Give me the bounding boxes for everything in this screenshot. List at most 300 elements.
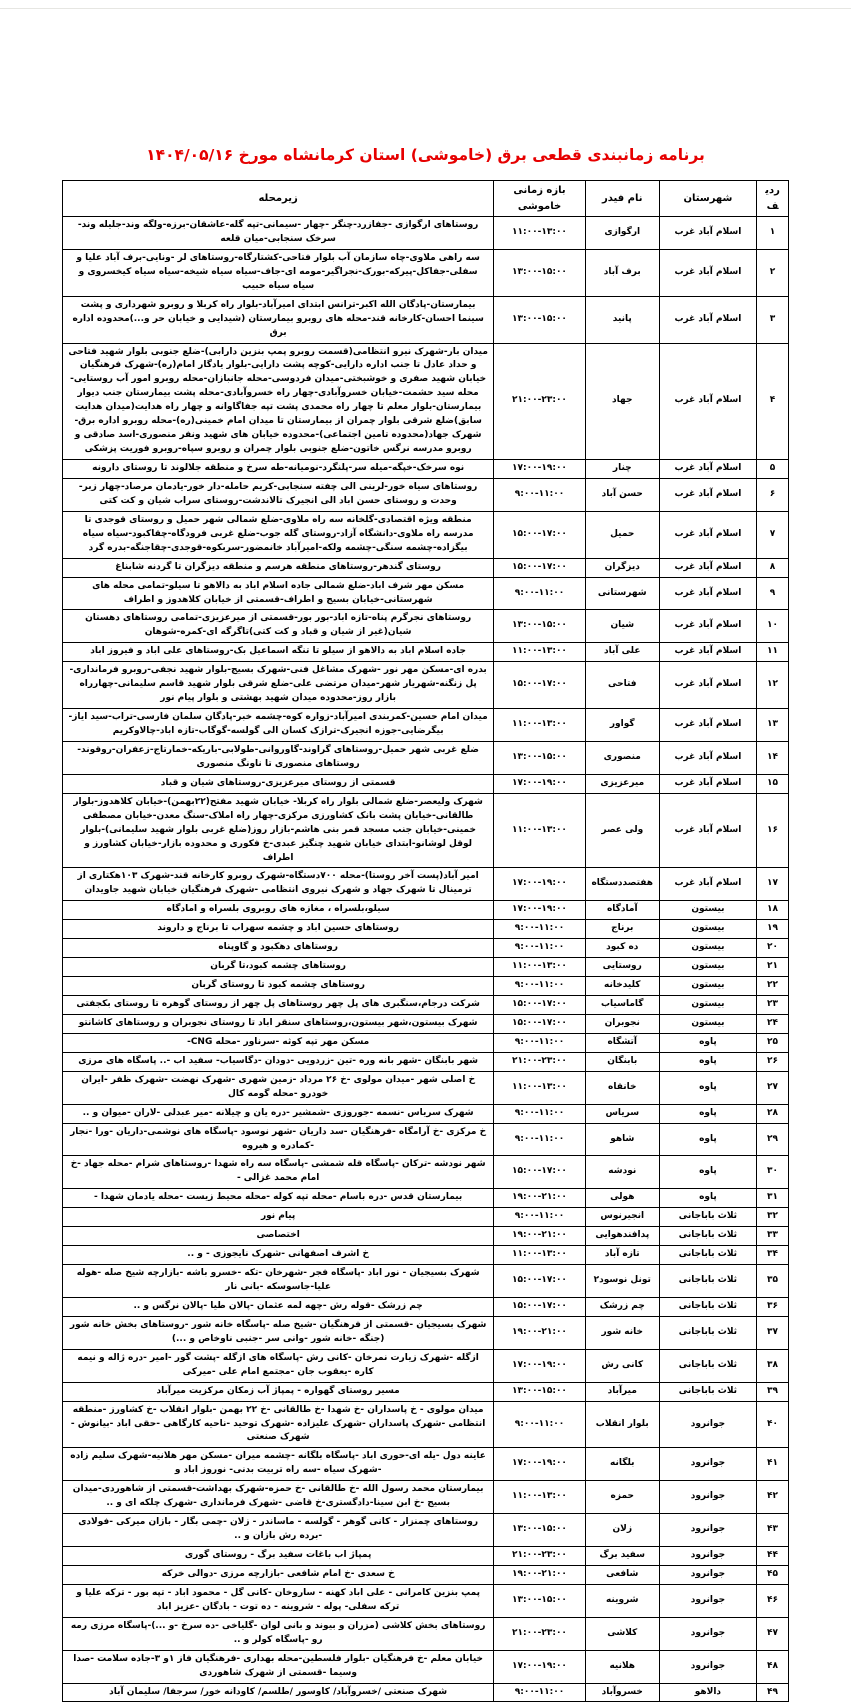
cell-time: ۱۱:۰۰-۱۳:۰۰	[494, 793, 585, 868]
cell-row-number: ۴	[757, 343, 789, 460]
cell-county: اسلام آباد غرب	[659, 577, 756, 610]
cell-county: اسلام آباد غرب	[659, 296, 756, 343]
cell-county: جوانرود	[659, 1547, 756, 1566]
cell-time: ۱۵:۰۰-۱۷:۰۰	[494, 1265, 585, 1298]
table-row	[63, 996, 789, 1015]
cell-time: ۱۵:۰۰-۱۷:۰۰	[494, 1297, 585, 1316]
cell-feeder: بابنگان	[585, 1052, 659, 1071]
table-row	[63, 1617, 789, 1650]
cell-feeder: روستایی	[585, 958, 659, 977]
cell-time: ۱۵:۰۰-۱۷:۰۰	[494, 662, 585, 709]
cell-county: ثلاث باباجانی	[659, 1265, 756, 1298]
cell-area: پمپاژ اب باغات سفید برگ - روستای گوری	[63, 1547, 494, 1566]
cell-feeder: بلگانه	[585, 1448, 659, 1481]
table-body	[63, 217, 789, 1702]
table-row	[63, 1052, 789, 1071]
table-row	[63, 1246, 789, 1265]
cell-feeder: بلوار انقلاب	[585, 1401, 659, 1448]
cell-feeder: تونل نوسود۲	[585, 1265, 659, 1298]
cell-time: ۲۱:۰۰-۲۳:۰۰	[494, 1617, 585, 1650]
cell-county: اسلام آباد غرب	[659, 343, 756, 460]
table-row	[63, 1033, 789, 1052]
cell-feeder: چنار	[585, 460, 659, 479]
cell-area: روستاهای بخش کلاشی (مزران و بیوند و بانی لوان -گلیاخی -ده سرخ -و ...)-پاسگاه مرزی رمه رو -پاسگاه کولر و ..	[63, 1617, 494, 1650]
cell-area: شهرک بسیجیان -قسمتی از فرهنگیان -شیخ صله -پاسگاه خانه شور -روستاهای بخش خانه شور (جنگه -خانه شور -وانی سر -جنبی ناوخاص و ...)	[63, 1316, 494, 1349]
cell-row-number: ۳	[757, 296, 789, 343]
cell-feeder: زلان	[585, 1514, 659, 1547]
cell-county: پاوه	[659, 1156, 756, 1189]
cell-area: شهرک صنعتی /خسروآباد/ کاوسور /طلسم/ کاودانه خور/ سرجفا/ سلیمان آباد	[63, 1683, 494, 1702]
cell-county: جوانرود	[659, 1481, 756, 1514]
cell-area: بیمارستان محمد رسول الله -خ طالقانی -خ حمزه-شهرک بهداشت-قسمتی از شاهوردی-میدان بسیج -خ ابن سینا-دادگستری-خ قاضی -شهرک فرمانداری -شهرک چلکه ای و ..	[63, 1481, 494, 1514]
cell-area: روستاهای سیاه خور-لرینی الی چفته سنجابی-کریم حامله-دار خور-یادمان مرصاد-چهار زبر-وحدت و روستای حسن اباد الی انجیرک تالاندشت-روستای سراب شیان و کت کتی	[63, 478, 494, 511]
table-row	[63, 1104, 789, 1123]
cell-area: مسیر روستای گهواره - پمپاژ آب زمکان مرکزیت میرآباد	[63, 1382, 494, 1401]
table-row	[63, 793, 789, 868]
table-row	[63, 1316, 789, 1349]
cell-row-number: ۳۵	[757, 1265, 789, 1298]
cell-feeder: خانقاه	[585, 1071, 659, 1104]
cell-county: ثلاث باباجانی	[659, 1227, 756, 1246]
cell-feeder: سریاس	[585, 1104, 659, 1123]
cell-area: شرکت درجام،سنگبری های پل چهر روستاهای پل چهر از روستای گوهره تا روستای بکجفتی	[63, 996, 494, 1015]
cell-feeder: سفید برگ	[585, 1547, 659, 1566]
cell-feeder: میرعزیزی	[585, 774, 659, 793]
table-row	[63, 1297, 789, 1316]
cell-county: اسلام آباد غرب	[659, 868, 756, 901]
table-row	[63, 1014, 789, 1033]
cell-time: ۹:۰۰-۱۱:۰۰	[494, 1401, 585, 1448]
cell-feeder: جهاد	[585, 343, 659, 460]
cell-time: ۱۷:۰۰-۱۹:۰۰	[494, 868, 585, 901]
cell-time: ۹:۰۰-۱۱:۰۰	[494, 939, 585, 958]
table-row	[63, 1514, 789, 1547]
table-row	[63, 296, 789, 343]
cell-row-number: ۴۹	[757, 1683, 789, 1702]
cell-time: ۱۳:۰۰-۱۵:۰۰	[494, 610, 585, 643]
cell-area: بیمارستان-پادگان الله اکبر-ترانس ابتدای امیرآباد-بلوار راه کربلا و روبرو شهرداری و پشت سینما احسان-کارخانه قند-محله های روبرو بیمارستان (شیدایی و خیابان حر و...)محدوده اداره برق	[63, 296, 494, 343]
cell-county: اسلام آباد غرب	[659, 478, 756, 511]
table-row	[63, 1071, 789, 1104]
cell-area: روستاهای چشمه کبود تا روستای گربان	[63, 977, 494, 996]
cell-area: شهر نودشه -ترکان -پاسگاه قله شمشی -پاسگاه سه راه شهدا -روستاهای شرام -محله جهاد -خ امام محمد غزالی -	[63, 1156, 494, 1189]
cell-row-number: ۲۴	[757, 1014, 789, 1033]
page-top-edge	[0, 8, 851, 9]
table-row	[63, 1481, 789, 1514]
cell-time: ۹:۰۰-۱۱:۰۰	[494, 920, 585, 939]
cell-feeder: ولی عصر	[585, 793, 659, 868]
cell-county: جوانرود	[659, 1584, 756, 1617]
cell-feeder: خانه شور	[585, 1316, 659, 1349]
cell-time: ۱۱:۰۰-۱۳:۰۰	[494, 217, 585, 250]
cell-feeder: کلیدخانه	[585, 977, 659, 996]
cell-row-number: ۱۳	[757, 709, 789, 742]
cell-time: ۱۱:۰۰-۱۳:۰۰	[494, 1071, 585, 1104]
cell-feeder: ارگوازی	[585, 217, 659, 250]
cell-time: ۱۷:۰۰-۱۹:۰۰	[494, 1650, 585, 1683]
cell-area: جاده اسلام اباد به دالاهو از سیلو تا تنگه اسماعیل بک-روستاهای علی اباد و فیروز اباد	[63, 643, 494, 662]
cell-county: پاوه	[659, 1071, 756, 1104]
cell-county: بیستون	[659, 977, 756, 996]
cell-feeder: کانی رش	[585, 1349, 659, 1382]
table-row	[63, 217, 789, 250]
cell-time: ۹:۰۰-۱۱:۰۰	[494, 1683, 585, 1702]
cell-time: ۹:۰۰-۱۱:۰۰	[494, 977, 585, 996]
cell-row-number: ۱	[757, 217, 789, 250]
cell-area: خیابان معلم -خ فرهنگیان -بلوار فلسطین-محله بهداری -فرهنگیان فاز ۱و ۳-جاده سلامت -صدا وسیما -قسمتی از شهرک شاهوردی	[63, 1650, 494, 1683]
cell-feeder: علی آباد	[585, 643, 659, 662]
cell-area: سیلو،بلسراه ، مغازه های روبروی بلسراه و امادگاه	[63, 901, 494, 920]
cell-area: خ اصلی شهر -میدان مولوی -خ ۲۶ مرداد -زمین شهری -شهرک نهضت -شهرک ظفر -ایران خودرو -محله گومه کال	[63, 1071, 494, 1104]
cell-row-number: ۱۷	[757, 868, 789, 901]
cell-row-number: ۳۶	[757, 1297, 789, 1316]
cell-row-number: ۳۹	[757, 1382, 789, 1401]
cell-feeder: دیزگران	[585, 558, 659, 577]
cell-area: شهرک سریاس -نسمه -جوروزی -شمشیر -دره یان و چیلانه -میر عبدلی -لاران -میوان و ..	[63, 1104, 494, 1123]
table-row	[63, 1349, 789, 1382]
cell-row-number: ۲۸	[757, 1104, 789, 1123]
cell-row-number: ۲۱	[757, 958, 789, 977]
cell-row-number: ۱۹	[757, 920, 789, 939]
table-row	[63, 1650, 789, 1683]
cell-time: ۹:۰۰-۱۱:۰۰	[494, 478, 585, 511]
cell-county: اسلام آباد غرب	[659, 558, 756, 577]
column-header-subarea: زیرمحله	[63, 181, 494, 217]
cell-county: بیستون	[659, 939, 756, 958]
cell-county: پاوه	[659, 1123, 756, 1156]
cell-area: میدان امام حسین-کمربندی امیرآباد-زواره کوه-چشمه خبر-پادگان سلمان فارسی-تراب-سید ایاز-بیگرضایی-جوزه انجیرک-ترازک کسان الی گولسه-گوگاب-تازه اباد-چالاوکریم	[63, 709, 494, 742]
cell-feeder: شروینه	[585, 1584, 659, 1617]
cell-row-number: ۱۰	[757, 610, 789, 643]
cell-row-number: ۲	[757, 249, 789, 296]
cell-time: ۱۹:۰۰-۲۱:۰۰	[494, 1316, 585, 1349]
table-row	[63, 343, 789, 460]
cell-county: ثلاث باباجانی	[659, 1382, 756, 1401]
cell-area: روستاهای دهکبود و گاوپناه	[63, 939, 494, 958]
cell-feeder: ده کبود	[585, 939, 659, 958]
cell-time: ۱۹:۰۰-۲۱:۰۰	[494, 1227, 585, 1246]
cell-area: بدره ای-مسکن مهر نور -شهرک مشاغل فنی-شهرک بسیج-بلوار شهید نجفی-روبرو فرمانداری-پل زنگنه-شهریار شهر-میدان مرتضی علی-ضلع شرقی بلوار شهید قاسم سلیمانی-چهارراه بازار روز-محدوده میدان شهید بهشتی و بلوار پیام نور	[63, 662, 494, 709]
cell-time: ۹:۰۰-۱۱:۰۰	[494, 1033, 585, 1052]
cell-time: ۲۱:۰۰-۲۳:۰۰	[494, 343, 585, 460]
cell-county: جوانرود	[659, 1565, 756, 1584]
table-row	[63, 511, 789, 558]
cell-row-number: ۱۶	[757, 793, 789, 868]
cell-feeder: گاماسیاب	[585, 996, 659, 1015]
cell-row-number: ۳۲	[757, 1208, 789, 1227]
cell-feeder: پدافندهوایی	[585, 1227, 659, 1246]
cell-time: ۱۷:۰۰-۱۹:۰۰	[494, 901, 585, 920]
cell-time: ۹:۰۰-۱۱:۰۰	[494, 577, 585, 610]
column-header-feeder: نام فیدر	[585, 181, 659, 217]
cell-county: جوانرود	[659, 1401, 756, 1448]
cell-row-number: ۱۴	[757, 741, 789, 774]
cell-row-number: ۱۱	[757, 643, 789, 662]
cell-feeder: انجیرنوس	[585, 1208, 659, 1227]
cell-area: روستاهای چمنزار - کانی گوهر - گولسه - ماساندر - زلان -چمی بگار - بازان میرکی -فولادی -برده رش بازان و ..	[63, 1514, 494, 1547]
cell-time: ۱۷:۰۰-۱۹:۰۰	[494, 1448, 585, 1481]
cell-county: جوانرود	[659, 1448, 756, 1481]
cell-area: میدان بار-شهرک نیرو انتظامی(قسمت روبرو پمپ بنزین دارابی)-ضلع جنوبی بلوار شهید فتاحی و حداد عادل تا جنب اداره دارایی-کوچه پشت دارایی-بلوار یادگار امام(ره)-شهرک فرهنگیان خیابان شهید صفری و خوشبختی-میدان فردوسی-محله جانبازان-محله روبرو امور آب روستایی-محله سید حشمت-خیابان خسروآبادی-چهار راه خسروآبادی-محله پشت بیمارستان جنب دیوار بیمارستان-بلوار معلم تا چهار راه محمدی پشت تپه جفاگاوانه و چهار راه هدایت(میدان هدایت سابق)ضلع شرقی بلوار چمران از بیمارستان تا میدان امام خمینی(ره)-محله روبرو اداره برق-شهرک جهاد(محدوده تامین اجتماعی)-محدوده خیابان های شهید ونفر منصوری-اسد صادقی و روبرو مدرسه نرگس خاتون-ضلع جنوبی بلوار چمران و روبرو سپاه-روبرو فوریت پزشکی	[63, 343, 494, 460]
cell-county: بیستون	[659, 920, 756, 939]
cell-time: ۱۱:۰۰-۱۳:۰۰	[494, 643, 585, 662]
cell-feeder: شافعی	[585, 1565, 659, 1584]
cell-feeder: نودشه	[585, 1156, 659, 1189]
cell-area: روستای گندهر-روستاهای منطقه هرسم و منطقه دیزگران تا گردنه شابناغ	[63, 558, 494, 577]
cell-area: پیام نور	[63, 1208, 494, 1227]
cell-county: جوانرود	[659, 1514, 756, 1547]
cell-time: ۹:۰۰-۱۱:۰۰	[494, 1208, 585, 1227]
cell-area: پمپ بنزین کامرانی - علی اباد کهنه - ساروخان -کانی گل - محمود اباد - تپه بور - ترکه علیا و ترکه سفلی- پوله - شروینه - ده توت - بادگان -عزیز اباد	[63, 1584, 494, 1617]
cell-county: بیستون	[659, 958, 756, 977]
cell-row-number: ۱۵	[757, 774, 789, 793]
cell-area: امیر آباد(پست آخر روستا)-محله ۷۰۰دستگاه-شهرک روبرو کارخانه قند-شهرک ۱۰۳هکتاری از ترمینال تا شهرک جهاد و شهرک نیروی انتظامی -شهرک فرهنگیان خیابان شهید جاویدان	[63, 868, 494, 901]
cell-area: خ مرکزی -خ آرامگاه -فرهنگیان -سد داریان -شهر نوسود -پاسگاه های نوشمی-داریان -ورا -نجار -کمادره و هیروه	[63, 1123, 494, 1156]
cell-feeder: فتاحی	[585, 662, 659, 709]
cell-area: مسکن مهر تپه کوثه -سرناور -محله CNG-	[63, 1033, 494, 1052]
cell-time: ۱۱:۰۰-۱۳:۰۰	[494, 958, 585, 977]
cell-time: ۱۵:۰۰-۱۷:۰۰	[494, 511, 585, 558]
cell-county: ثلاث باباجانی	[659, 1297, 756, 1316]
cell-feeder: حمزه	[585, 1481, 659, 1514]
table-row	[63, 249, 789, 296]
cell-feeder: منصوری	[585, 741, 659, 774]
cell-area: عاینه دول -یله ای-حوری اباد -پاسگاه بلگانه -چشمه میران -مسکن مهر هلانیه-شهرک سلیم زاده -شهرک سیاه -سه راه تربیت بدنی- نوروز اباد و	[63, 1448, 494, 1481]
cell-row-number: ۲۳	[757, 996, 789, 1015]
cell-county: جوانرود	[659, 1617, 756, 1650]
cell-feeder: میرآباد	[585, 1382, 659, 1401]
cell-area: شهرک بیستون،شهر بیستون،روستاهای سنقر اباد تا روستای نجوبران و روستاهای کاشانتو	[63, 1014, 494, 1033]
table-row	[63, 901, 789, 920]
cell-feeder: حمیل	[585, 511, 659, 558]
column-header-county: شهرستان	[659, 181, 756, 217]
cell-row-number: ۲۰	[757, 939, 789, 958]
cell-feeder: هولی	[585, 1189, 659, 1208]
cell-row-number: ۳۱	[757, 1189, 789, 1208]
cell-feeder: چم زرشک	[585, 1297, 659, 1316]
cell-row-number: ۱۲	[757, 662, 789, 709]
cell-county: جوانرود	[659, 1650, 756, 1683]
cell-area: چم زرشک -قوله رش -چهه لمه عثمان -پالان طیا -پالان نرگس و ..	[63, 1297, 494, 1316]
cell-time: ۱۱:۰۰-۱۳:۰۰	[494, 709, 585, 742]
cell-feeder: تازه آباد	[585, 1246, 659, 1265]
cell-county: پاوه	[659, 1104, 756, 1123]
cell-time: ۱۷:۰۰-۱۹:۰۰	[494, 1349, 585, 1382]
cell-time: ۲۱:۰۰-۲۳:۰۰	[494, 1052, 585, 1071]
cell-area: ازگله -شهرک زیارت نمرخان -کانی رش -پاسگاه های ازگله -پشت گور -امیر -دره ژاله و نیمه کاره -یعقوب جان -مجتمع امام علی -میرکی	[63, 1349, 494, 1382]
table-row	[63, 709, 789, 742]
table-row	[63, 577, 789, 610]
cell-feeder: هلانیه	[585, 1650, 659, 1683]
cell-county: ثلاث باباجانی	[659, 1208, 756, 1227]
cell-feeder: پانید	[585, 296, 659, 343]
table-row	[63, 1123, 789, 1156]
cell-feeder: شاهو	[585, 1123, 659, 1156]
cell-area: مسکن مهر شرف اباد-ضلع شمالی جاده اسلام اباد به دالاهو تا سیلو-تمامی محله های شهرستانی-خیابان بسیج و اطراف-قسمتی از خیابان کلاهدوز و اطراف	[63, 577, 494, 610]
table-row	[63, 774, 789, 793]
table-row	[63, 920, 789, 939]
cell-county: اسلام آباد غرب	[659, 511, 756, 558]
column-header-time-range: بازه زمانی خاموشی	[494, 181, 585, 217]
cell-time: ۱۳:۰۰-۱۵:۰۰	[494, 1382, 585, 1401]
cell-county: ثلاث باباجانی	[659, 1246, 756, 1265]
cell-county: اسلام آباد غرب	[659, 460, 756, 479]
cell-county: اسلام آباد غرب	[659, 643, 756, 662]
cell-county: اسلام آباد غرب	[659, 774, 756, 793]
cell-row-number: ۱۸	[757, 901, 789, 920]
cell-row-number: ۹	[757, 577, 789, 610]
cell-time: ۱۵:۰۰-۱۷:۰۰	[494, 1156, 585, 1189]
cell-county: پاوه	[659, 1033, 756, 1052]
cell-area: میدان مولوی - خ پاسداران -خ شهدا -خ طالقانی -خ ۲۲ بهمن -بلوار انقلاب -خ کشاورز -منطقه انتظامی -شهرک پاسداران -شهرک علیزاده -شهرک توحید -ناحیه کارگاهی -حقی اباد -بیانوش - شهرک صنعتی	[63, 1401, 494, 1448]
cell-time: ۱۵:۰۰-۱۷:۰۰	[494, 996, 585, 1015]
cell-time: ۱۱:۰۰-۱۳:۰۰	[494, 1246, 585, 1265]
cell-time: ۲۱:۰۰-۲۳:۰۰	[494, 1547, 585, 1566]
cell-feeder: نجوبران	[585, 1014, 659, 1033]
cell-row-number: ۷	[757, 511, 789, 558]
cell-row-number: ۴۳	[757, 1514, 789, 1547]
cell-area: شهرک ولیعصر-ضلع شمالی بلوار راه کربلا- خیابان شهید مفتح(۲۲بهمن)-خیابان کلاهدوز-بلوار طالقانی-خیابان پشت بانک کشاورزی مرکزی-چهار راه املاک-سنگ معدن-خیابان مصطفی خمینی-خیابان جنب مسجد قمر بنی هاشم-بازار روز(ضلع غربی بلوار شهید سلیمانی)-بلوار لوقل لوشانو-ابتدای خیابان شهید چنگیز عبدی-خ فکوری و محدوده بازار-خیابان کشاورز و اطراف	[63, 793, 494, 868]
table-row	[63, 1683, 789, 1702]
table-row	[63, 1565, 789, 1584]
table-row	[63, 1265, 789, 1298]
cell-area: خ اشرف اصفهانی -شهرک نایجوزی - و ..	[63, 1246, 494, 1265]
cell-county: بیستون	[659, 901, 756, 920]
cell-county: اسلام آباد غرب	[659, 793, 756, 868]
cell-time: ۱۱:۰۰-۱۳:۰۰	[494, 1481, 585, 1514]
cell-row-number: ۴۲	[757, 1481, 789, 1514]
cell-time: ۱۷:۰۰-۱۹:۰۰	[494, 774, 585, 793]
table-row	[63, 478, 789, 511]
cell-area: روستاهای نجرگرم پناه-تازه اباد-بور بور-قسمتی از میرعزیزی-تمامی روستاهای دهستان شیان(غیر از شیان و قباد و کت کتی)تاگرگه ای-کمره-شوهان	[63, 610, 494, 643]
column-header-row-number: ردیف	[757, 181, 789, 217]
cell-area: منطقه ویژه اقتصادی-گلخانه سه راه ملاوی-ضلع شمالی شهر حمیل و روستای قوجدی تا مدرسه راه ملاوی-دانشگاه آزاد-روستای گله جوب-ضلع غربی فرودگاه-چقاکبود-سیاه سیاه بیگزاده-چشمه سنگی-چشمه ولکه-امیرآباد خانمضور-سربکوه-قوجدی-چقاجنگه-بدره گرد	[63, 511, 494, 558]
cell-area: نوه سرخک-خپگه-میله سر-پلنگرد-نومیانه-طه سرخ و منطقه جلالوند تا روستای دارونه	[63, 460, 494, 479]
table-row	[63, 868, 789, 901]
cell-feeder: گواور	[585, 709, 659, 742]
cell-time: ۱۳:۰۰-۱۵:۰۰	[494, 741, 585, 774]
table-row	[63, 939, 789, 958]
table-row	[63, 1189, 789, 1208]
cell-area: روستاهای حسین اباد و چشمه سهراب تا برناج و داروند	[63, 920, 494, 939]
cell-area: قسمتی از روستای میرعزیزی-روستاهای شیان و قباد	[63, 774, 494, 793]
cell-feeder: شیان	[585, 610, 659, 643]
cell-area: خ سعدی -خ امام شافعی -بازارچه مرزی -دوالی خرکه	[63, 1565, 494, 1584]
cell-row-number: ۵	[757, 460, 789, 479]
cell-area: شهر بابنگان -شهر بانه وره -تین -زردویی -دودان -دگاسیاب- سفید اب -.. پاسگاه های مرزی	[63, 1052, 494, 1071]
cell-row-number: ۳۳	[757, 1227, 789, 1246]
table-row	[63, 662, 789, 709]
cell-area: اختصاصی	[63, 1227, 494, 1246]
cell-row-number: ۲۶	[757, 1052, 789, 1071]
cell-row-number: ۸	[757, 558, 789, 577]
cell-area: روستاهای ارگوازی -جفازرد-چنگر -چهار -سیمانی-تپه گله-عاشقان-برزه-ولگه وند-جلیله وند-سرخک سنجابی-میان قلعه	[63, 217, 494, 250]
table-row	[63, 741, 789, 774]
cell-time: ۹:۰۰-۱۱:۰۰	[494, 1104, 585, 1123]
cell-feeder: هفتصددستگاه	[585, 868, 659, 901]
cell-area: سه راهی ملاوی-چاه سازمان آب بلوار فتاحی-کشتارگاه-روستاهای لر -ونایی-برف آباد علیا و سفلی-جفاکل-پیرکه-بورک-نجراگیر-مومه ای-جاف-سیاه سیاه شیخه-سیاه سیاه کیخسروی و سیاه سیاه حبیب	[63, 249, 494, 296]
cell-time: ۱۵:۰۰-۱۷:۰۰	[494, 1014, 585, 1033]
cell-time: ۱۳:۰۰-۱۵:۰۰	[494, 1584, 585, 1617]
cell-feeder: برف آباد	[585, 249, 659, 296]
cell-county: اسلام آباد غرب	[659, 249, 756, 296]
cell-row-number: ۴۸	[757, 1650, 789, 1683]
cell-row-number: ۲۵	[757, 1033, 789, 1052]
table-row	[63, 1547, 789, 1566]
table-row	[63, 1156, 789, 1189]
table-row	[63, 1584, 789, 1617]
table-row	[63, 460, 789, 479]
cell-county: اسلام آباد غرب	[659, 741, 756, 774]
cell-row-number: ۶	[757, 478, 789, 511]
cell-county: اسلام آباد غرب	[659, 217, 756, 250]
cell-time: ۱۹:۰۰-۲۱:۰۰	[494, 1565, 585, 1584]
cell-county: اسلام آباد غرب	[659, 709, 756, 742]
table-row	[63, 1382, 789, 1401]
cell-feeder: حسن آباد	[585, 478, 659, 511]
cell-row-number: ۲۲	[757, 977, 789, 996]
cell-county: اسلام آباد غرب	[659, 662, 756, 709]
cell-county: اسلام آباد غرب	[659, 610, 756, 643]
cell-time: ۱۳:۰۰-۱۵:۰۰	[494, 249, 585, 296]
cell-row-number: ۴۵	[757, 1565, 789, 1584]
cell-area: روستاهای چشمه کبود،تا گربان	[63, 958, 494, 977]
table-row	[63, 977, 789, 996]
cell-row-number: ۲۷	[757, 1071, 789, 1104]
cell-time: ۹:۰۰-۱۱:۰۰	[494, 1123, 585, 1156]
cell-time: ۱۳:۰۰-۱۵:۰۰	[494, 296, 585, 343]
cell-county: پاوه	[659, 1052, 756, 1071]
cell-row-number: ۳۴	[757, 1246, 789, 1265]
cell-county: پاوه	[659, 1189, 756, 1208]
table-row	[63, 1448, 789, 1481]
table-row	[63, 1227, 789, 1246]
cell-feeder: شهرستانی	[585, 577, 659, 610]
table-header-row	[63, 181, 789, 217]
cell-feeder: آمادگاه	[585, 901, 659, 920]
cell-time: ۱۵:۰۰-۱۷:۰۰	[494, 558, 585, 577]
cell-county: ثلاث باباجانی	[659, 1349, 756, 1382]
cell-county: بیستون	[659, 996, 756, 1015]
cell-feeder: خسروآباد	[585, 1683, 659, 1702]
cell-row-number: ۲۹	[757, 1123, 789, 1156]
table-row	[63, 1401, 789, 1448]
cell-time: ۱۳:۰۰-۱۵:۰۰	[494, 1514, 585, 1547]
cell-time: ۱۹:۰۰-۲۱:۰۰	[494, 1189, 585, 1208]
page-title: برنامه زمانبندی قطعی برق (خاموشی) استان کرمانشاه مورخ ۱۴۰۴/۰۵/۱۶	[146, 146, 705, 164]
cell-row-number: ۳۰	[757, 1156, 789, 1189]
cell-area: ضلع غربی شهر حمیل-روستاهای گراوند-گاوروانی-طولابی-باریکه-خمارتاج-زعفران-روقوند-روستاهای منصوری تا ناونگ منصوری	[63, 741, 494, 774]
cell-county: بیستون	[659, 1014, 756, 1033]
cell-row-number: ۳۸	[757, 1349, 789, 1382]
table-row	[63, 1208, 789, 1227]
cell-county: دالاهو	[659, 1683, 756, 1702]
cell-row-number: ۴۶	[757, 1584, 789, 1617]
cell-feeder: برناج	[585, 920, 659, 939]
outage-schedule-table	[62, 180, 789, 1702]
cell-row-number: ۴۴	[757, 1547, 789, 1566]
cell-row-number: ۴۱	[757, 1448, 789, 1481]
table-row	[63, 958, 789, 977]
table-row	[63, 643, 789, 662]
cell-row-number: ۴۷	[757, 1617, 789, 1650]
cell-feeder: کلاشی	[585, 1617, 659, 1650]
cell-time: ۱۷:۰۰-۱۹:۰۰	[494, 460, 585, 479]
cell-row-number: ۴۰	[757, 1401, 789, 1448]
cell-row-number: ۳۷	[757, 1316, 789, 1349]
table-row	[63, 558, 789, 577]
cell-area: شهرک بسیجیان - نور اباد -پاسگاه فجر -شهرخان -تکه -خسرو باشه -بازارچه شیخ صله -هوله علیا-جاسوسکه -بانی نار	[63, 1265, 494, 1298]
